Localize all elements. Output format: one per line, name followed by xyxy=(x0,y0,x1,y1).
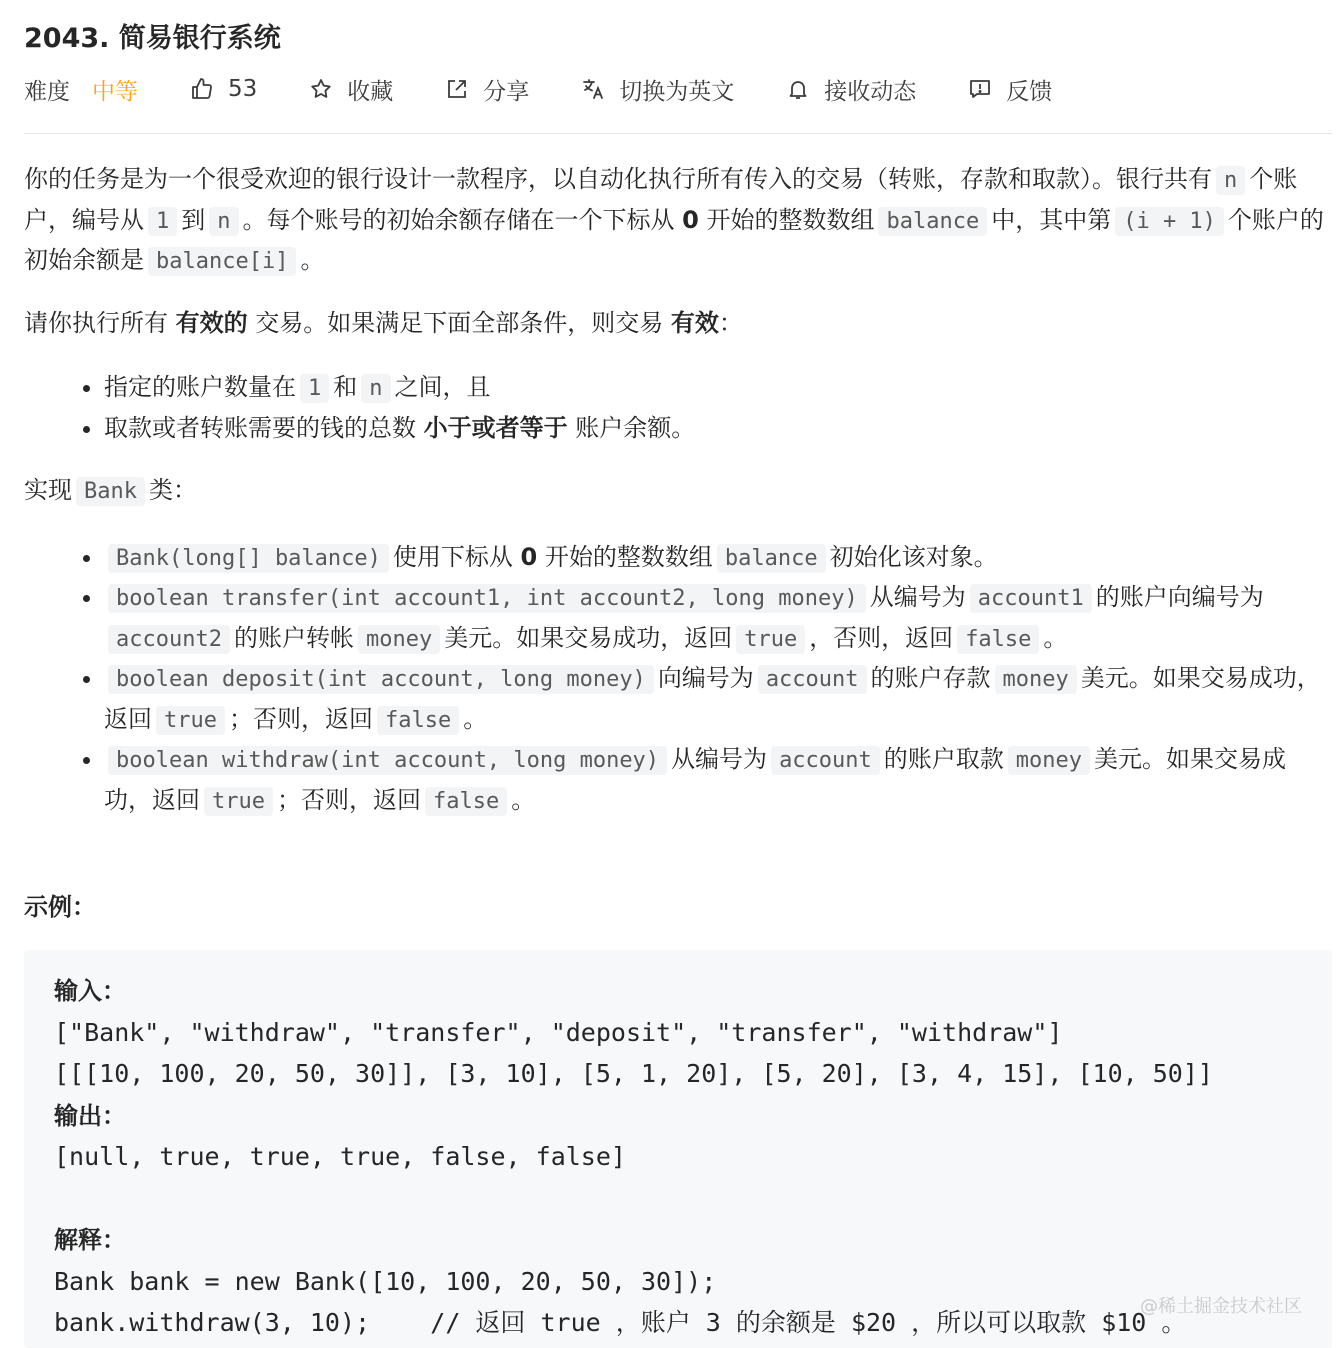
output-line: [null, true, true, true, false, false] xyxy=(54,1142,626,1171)
code-balance: balance xyxy=(878,207,987,236)
share-label: 分享 xyxy=(483,78,530,105)
list-item: • 指定的账户数量在 1 和 n 之间，且 xyxy=(104,368,1330,409)
explanation-line-2: bank.withdraw(3, 10); // 返回 true ，账户 3 的余额是 $20 ，所以可以取款 $10 。 xyxy=(54,1308,1187,1337)
example-title: 示例： xyxy=(24,893,96,921)
watermark: @稀土掘金技术社区 xyxy=(1140,1296,1302,1317)
bell-icon xyxy=(786,77,810,101)
description-paragraph-2: 请你执行所有 有效的 交易。如果满足下面全部条件，则交易 有效： xyxy=(24,308,743,337)
difficulty-badge: 中等 xyxy=(92,78,138,105)
thumbs-up-icon xyxy=(190,77,214,101)
code-1: 1 xyxy=(148,207,177,236)
problem-description xyxy=(24,160,1330,821)
code-n: n xyxy=(209,207,238,236)
share-button[interactable] xyxy=(445,73,529,106)
input-label: 输入： xyxy=(54,977,126,1005)
code-i-plus-1: (i + 1) xyxy=(1115,207,1224,236)
favorite-button[interactable] xyxy=(309,73,393,106)
feedback-button[interactable] xyxy=(968,73,1052,106)
code-n: n xyxy=(1216,166,1245,195)
feedback-icon xyxy=(968,77,992,101)
difficulty-label: 难度 xyxy=(24,78,70,105)
description-paragraph-3: 实现 Bank 类： xyxy=(24,476,197,504)
star-icon xyxy=(309,77,333,101)
input-line-2: [[[10, 100, 20, 50, 30]], [3, 10], [5, 1, 20], [5, 20], [3, 4, 15], [10, 50]] xyxy=(54,1059,1213,1088)
explanation-label: 解释： xyxy=(54,1226,126,1254)
list-item: • 取款或者转账需要的钱的总数 小于或者等于 账户余额。 xyxy=(104,409,1330,448)
switch-language-button[interactable] xyxy=(581,73,734,106)
description-paragraph-1: 你的任务是为一个很受欢迎的银行设计一款程序，以自动化执行所有传入的交易（转账，存款和取款）。银行共有 n 个账户，编号从 1 到 n 。每个账号的初始余额存储在一个下标从 0 开始的整数数组 balance 中，其中第 (i + 1) 个账户的初始余额是 balance[i] 。 xyxy=(24,165,1324,274)
list-item: • boolean deposit(int account, long money) 向编号为 account 的账户存款 money 美元。如果交易成功，返回 true ；否则，返回 false 。 xyxy=(104,659,1330,740)
list-item: • Bank(long[] balance) 使用下标从 0 开始的整数数组 balance 初始化该对象。 xyxy=(104,538,1330,579)
like-button[interactable] xyxy=(190,76,257,102)
methods-list xyxy=(24,538,1330,822)
explanation-line-1: Bank bank = new Bank([10, 100, 20, 50, 30]); xyxy=(54,1266,717,1296)
header-divider xyxy=(24,133,1332,134)
output-label: 输出： xyxy=(54,1101,126,1130)
subscribe-button[interactable] xyxy=(786,73,916,106)
problem-toolbar xyxy=(24,72,1104,106)
list-item: • boolean withdraw(int account, long money) 从编号为 account 的账户取款 money 美元。如果交易成功，返回 true ；否则，返回 false 。 xyxy=(104,740,1330,821)
favorite-label: 收藏 xyxy=(347,78,394,105)
translate-icon xyxy=(581,77,605,101)
page-title: 2043. 简易银行系统 xyxy=(24,23,281,54)
subscribe-label: 接收动态 xyxy=(824,78,917,105)
code-balance-i: balance[i] xyxy=(148,247,296,276)
share-icon xyxy=(445,77,469,101)
input-line-1: ["Bank", "withdraw", "transfer", "deposit", "transfer", "withdraw"] xyxy=(54,1017,1063,1047)
blank-line xyxy=(54,1178,1302,1220)
switch-language-label: 切换为英文 xyxy=(619,78,735,105)
list-item: • boolean transfer(int account1, int account2, long money) 从编号为 account1 的账户向编号为account2 的账户转帐 money 美元。如果交易成功，返回 true ，否则，返回 false 。 xyxy=(104,578,1330,659)
like-count: 53 xyxy=(228,76,258,102)
conditions-list xyxy=(24,368,1330,447)
feedback-label: 反馈 xyxy=(1006,78,1053,105)
example-code-block xyxy=(24,950,1332,1348)
